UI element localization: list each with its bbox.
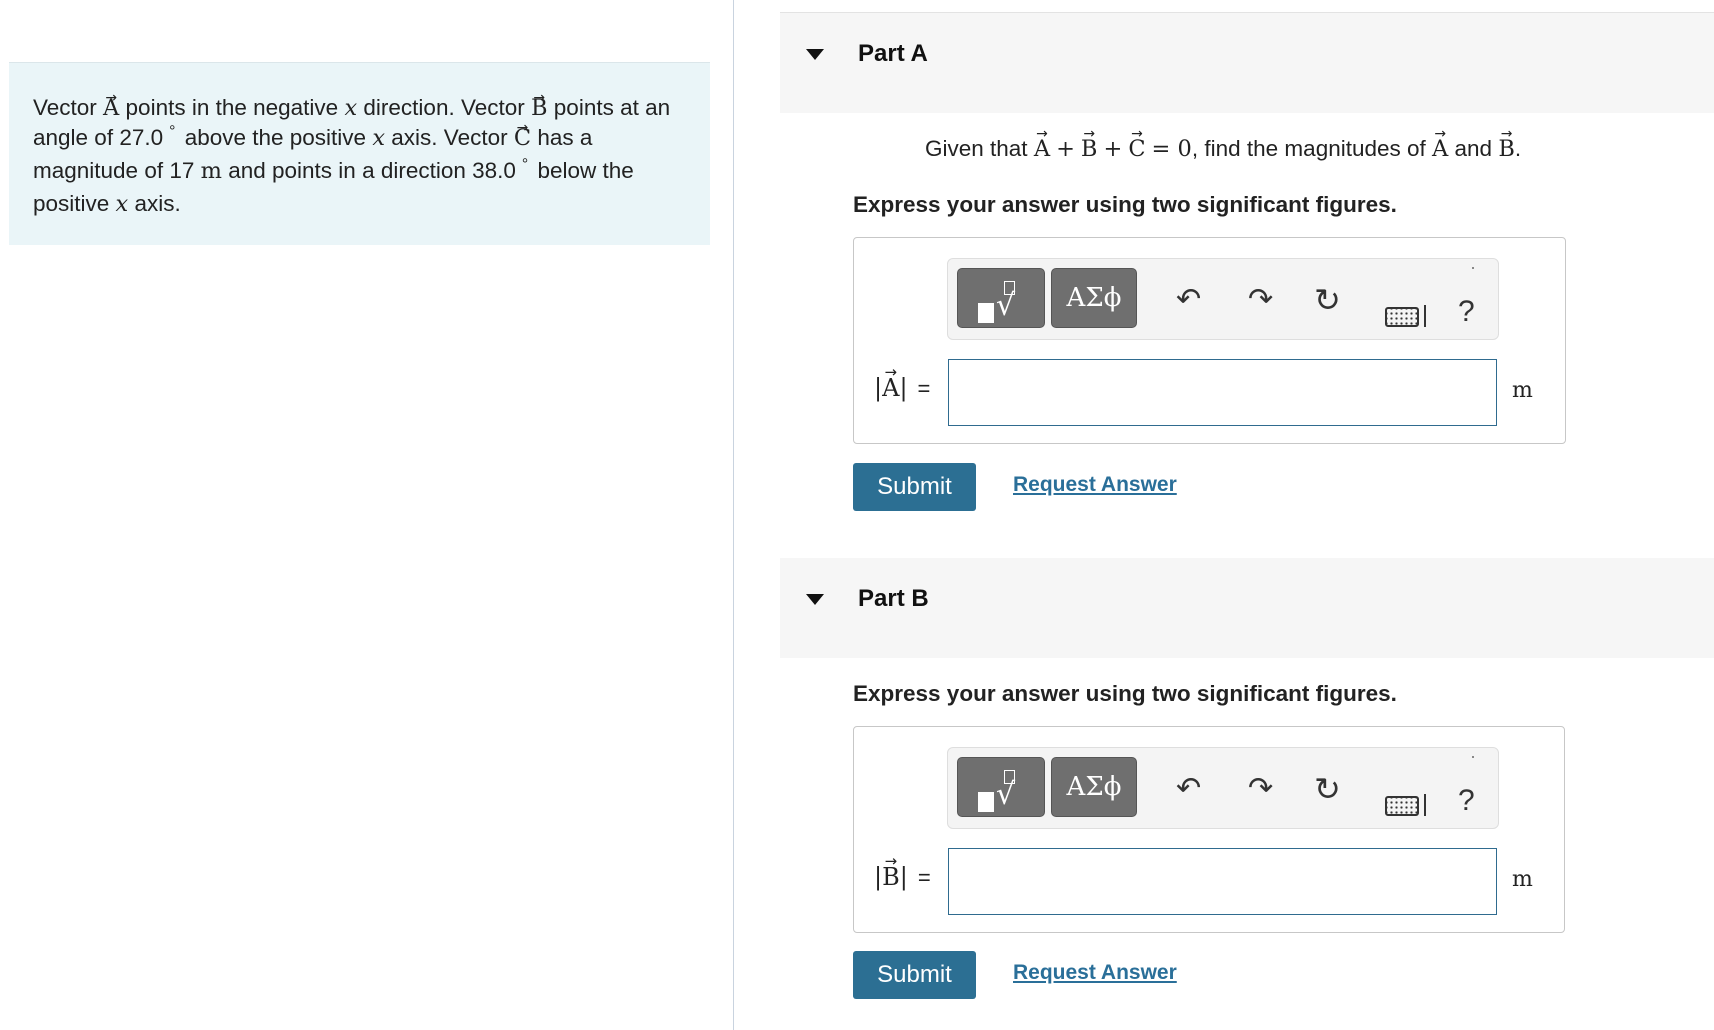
- greek-letters-icon[interactable]: ΑΣϕ: [1051, 757, 1137, 817]
- abs-bar: |: [874, 374, 883, 402]
- toolbar-dot: [1472, 756, 1474, 758]
- vector-b-symbol: → B: [1081, 136, 1098, 162]
- vector-b-symbol: → B: [531, 93, 548, 123]
- keyboard-cursor-icon: [1424, 305, 1426, 327]
- vector-a-symbol: → A: [882, 374, 899, 402]
- vector-a-symbol: → A: [103, 93, 119, 123]
- equals-sign: =: [917, 376, 931, 401]
- vector-a-symbol: → A: [1432, 136, 1448, 162]
- answer-label-a: [874, 374, 930, 403]
- help-icon[interactable]: ?: [1458, 784, 1475, 817]
- problem-text-part: below the positive: [33, 158, 634, 216]
- answer-input-b[interactable]: [948, 848, 1497, 915]
- problem-text-part: axis.: [128, 191, 181, 216]
- caret-down-icon[interactable]: [806, 49, 824, 60]
- part-a-title: Part A: [858, 40, 928, 67]
- problem-text-part: points at an angle of 27.0: [33, 95, 671, 150]
- question-text: and: [1448, 136, 1499, 161]
- submit-button[interactable]: Submit: [853, 463, 976, 511]
- math-toolbar: [947, 258, 1499, 340]
- plus-symbol: +: [1103, 136, 1123, 162]
- abs-bar: |: [899, 374, 908, 402]
- x-symbol: x: [115, 191, 129, 217]
- redo-icon[interactable]: ↷: [1248, 771, 1274, 806]
- redo-icon[interactable]: ↷: [1248, 282, 1274, 317]
- math-toolbar: [947, 747, 1499, 829]
- help-icon[interactable]: ?: [1458, 295, 1475, 328]
- undo-icon[interactable]: ↶: [1176, 282, 1202, 317]
- part-b-answer-box: [853, 726, 1565, 933]
- problem-text: [33, 93, 686, 219]
- problem-text-part: has a magnitude of 17: [33, 125, 593, 183]
- vector-b-symbol: → B: [882, 863, 900, 891]
- problem-text-part: and points in a direction 38.0: [221, 158, 516, 183]
- part-a-header[interactable]: [780, 12, 1714, 113]
- abs-bar: |: [874, 863, 883, 891]
- keyboard-cursor-icon: [1424, 794, 1426, 816]
- problem-text-part: above the positive: [178, 125, 373, 150]
- vector-c-symbol: → C: [514, 123, 531, 153]
- keyboard-icon[interactable]: [1385, 307, 1419, 327]
- part-b-instruction: Express your answer using two significant figures.: [853, 681, 1397, 706]
- answer-label-b: [874, 863, 931, 892]
- reset-icon[interactable]: ↻: [1314, 770, 1341, 808]
- toolbar-dot: [1472, 267, 1474, 269]
- part-b-header[interactable]: [780, 558, 1714, 658]
- problem-text-part: direction. Vector: [357, 95, 531, 120]
- x-symbol: x: [372, 125, 386, 151]
- question-text: Given that: [925, 136, 1034, 161]
- problem-text-part: points in the negative: [119, 95, 345, 120]
- problem-statement: [9, 62, 710, 245]
- problem-text-part: Vector: [33, 95, 104, 120]
- problem-text-part: axis. Vector: [385, 125, 514, 150]
- caret-down-icon[interactable]: [806, 594, 824, 605]
- reset-icon[interactable]: ↻: [1314, 281, 1341, 319]
- abs-bar: |: [899, 863, 908, 891]
- equals-zero: = 0: [1151, 136, 1192, 162]
- submit-button[interactable]: Submit: [853, 951, 976, 999]
- question-text: , find the magnitudes of: [1191, 136, 1433, 161]
- part-a-instruction: Express your answer using two significant figures.: [853, 192, 1397, 217]
- question-text: .: [1514, 136, 1522, 161]
- plus-symbol: +: [1056, 136, 1075, 162]
- x-symbol: x: [344, 95, 358, 121]
- vector-b-symbol: → B: [1498, 136, 1515, 162]
- greek-letters-icon[interactable]: ΑΣϕ: [1051, 268, 1137, 328]
- degree-symbol: °: [521, 156, 529, 174]
- part-a-answer-box: [853, 237, 1566, 444]
- unit-symbol: m: [200, 158, 222, 184]
- vector-a-symbol: → A: [1034, 136, 1050, 162]
- templates-icon[interactable]: √: [957, 268, 1045, 328]
- answer-input-a[interactable]: [948, 359, 1497, 426]
- pane-divider: [733, 0, 734, 1030]
- equals-sign: =: [917, 865, 931, 890]
- request-answer-link[interactable]: Request Answer: [1013, 473, 1177, 496]
- part-a-question: [925, 136, 1521, 162]
- part-b-title: Part B: [858, 585, 929, 612]
- vector-c-symbol: → C: [1128, 136, 1145, 162]
- degree-symbol: °: [169, 123, 176, 141]
- unit-label: m: [1512, 867, 1533, 892]
- undo-icon[interactable]: ↶: [1176, 771, 1202, 806]
- templates-icon[interactable]: √: [957, 757, 1045, 817]
- request-answer-link[interactable]: Request Answer: [1013, 961, 1177, 984]
- keyboard-icon[interactable]: [1385, 796, 1419, 816]
- unit-label: m: [1512, 378, 1533, 403]
